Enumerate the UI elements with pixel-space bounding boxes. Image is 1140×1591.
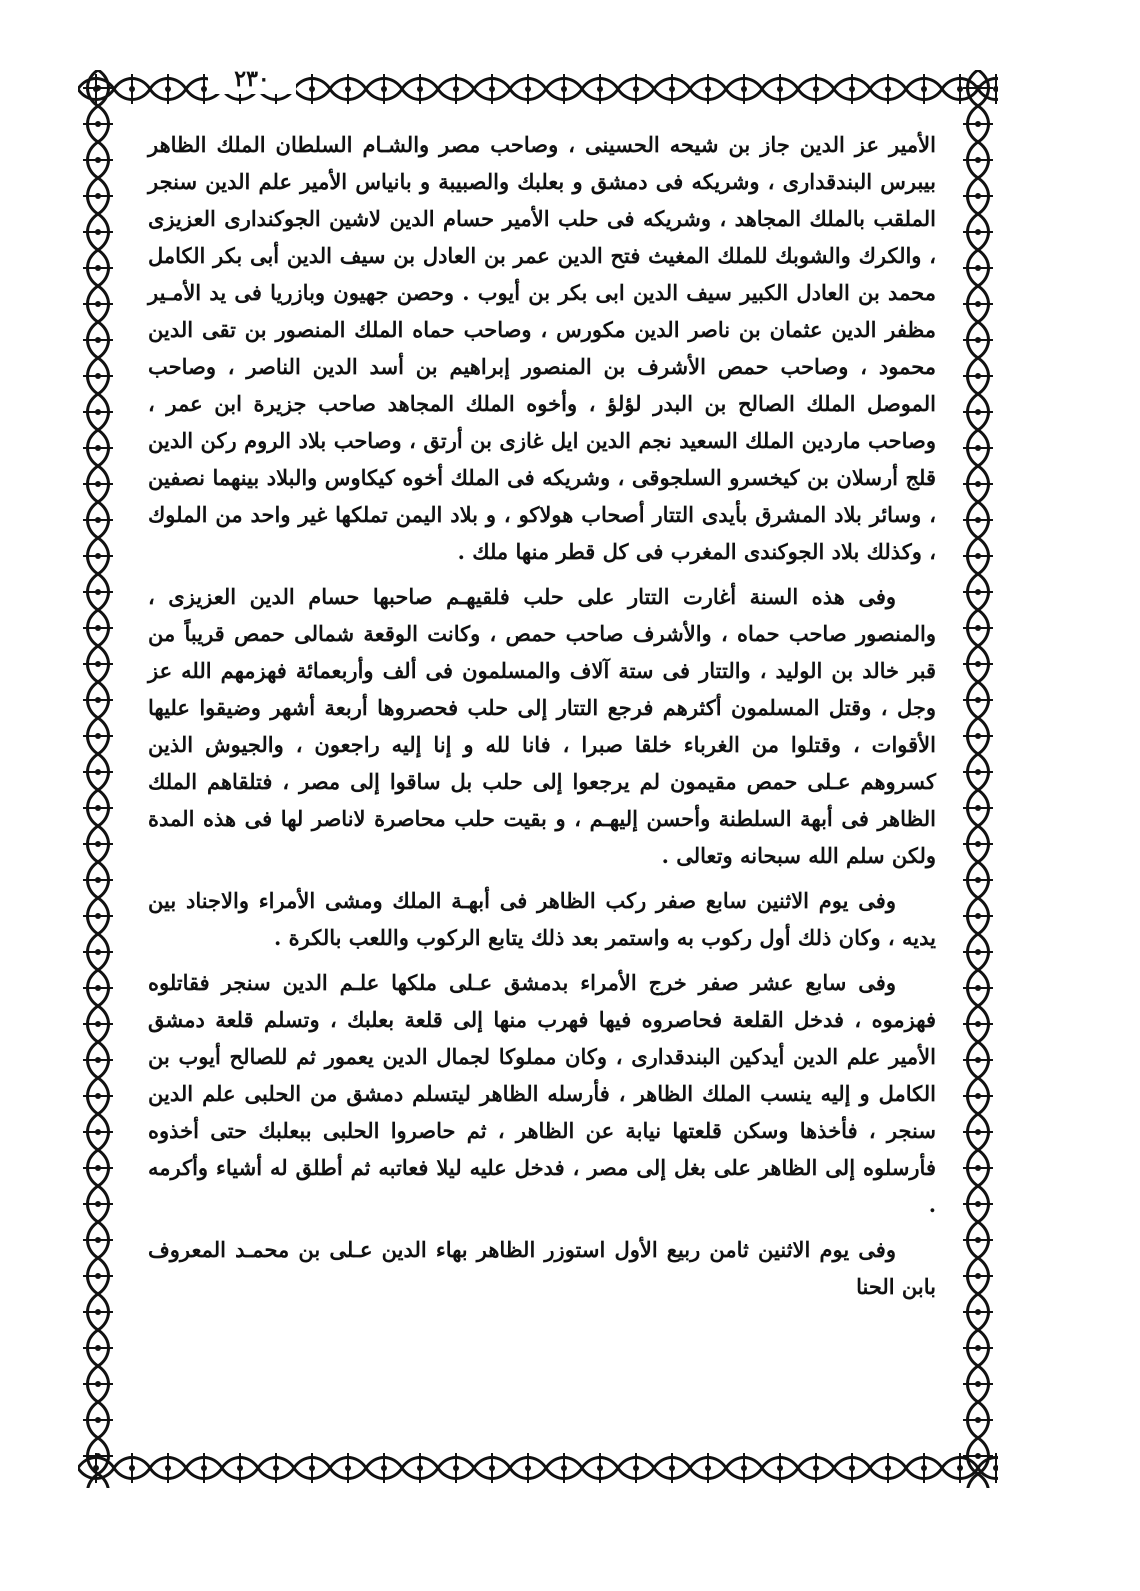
border-right-chain [958, 70, 998, 1488]
text-body [148, 126, 936, 1305]
paragraph: وفى يوم الاثنين سابع صفر ركب الظاهر فى أبهـة الملك ومشى الأمراء والاجناد بين يديه ، وكان ذلك أول ركوب به واستمر بعد ذلك يتابع الركوب واللعب بالكرة . [148, 888, 936, 950]
paragraph: وفى يوم الاثنين ثامن ربيع الأول استوزر الظاهر بهاء الدين عـلى بن محمـد المعروف بابن الحنا [148, 1237, 936, 1299]
border-bottom-chain [78, 1448, 998, 1488]
page-number: ٢٣٠ [208, 64, 296, 94]
paragraph: وفى هذه السنة أغارت التتار على حلب فلقيهـم صاحبها حسام الدين العزيزى ، والمنصور صاحب حماه ، والأشرف صاحب حمص ، وكانت الوقعة شمالى حمص قريباً من قبر خالد بن الوليد ، والتتار فى ستة آلاف والمسلمون فى ألف وأربعمائة فهزمهم الله عز وجل ، وقتل المسلمون أكثرهم فرجع التتار إلى حلب فحصروها أربعة أشهر وضيقوا عليها الأقوات ، وقتلوا من الغرباء خلقا صبرا ، فانا لله و إنا إليه راجعون ، والجيوش الذين كسروهم عـلى حمص مقيمون لم يرجعوا إلى حلب بل ساقوا إلى مصر ، فتلقاهم الملك الظاهر فى أبهة السلطنة وأحسن إليهـم ، و بقيت حلب محاصرة لاناصر لها فى هذه المدة ولكن سلم الله سبحانه وتعالى . [148, 584, 936, 868]
border-left-chain [78, 70, 118, 1488]
paragraph: وفى سابع عشر صفر خرج الأمراء بدمشق عـلى ملكها علـم الدين سنجر فقاتلوه فهزموه ، فدخل القلعة فحاصروه فيها فهرب منها إلى قلعة بعلبك ، وتسلم قلعة دمشق الأمير علم الدين أيدكين البندقدارى ، وكان مملوكا لجمال الدين يعمور ثم للصالح أيوب بن الكامل و إليه ينسب الملك الظاهر ، فأرسله الظاهر ليتسلم دمشق من الحلبى علم الدين سنجر ، فأخذها وسكن قلعتها نيابة عن الظاهر ، ثم حاصروا الحلبى ببعلبك حتى أخذوه فأرسلوه إلى الظاهر على بغل إلى مصر ، فدخل عليه ليلا فعاتبه ثم أطلق له أشياء وأكرمه . [148, 970, 936, 1217]
paragraph: الأمير عز الدين جاز بن شيحه الحسينى ، وصاحب مصر والشـام السلطان الملك الظاهر بيبرس البندقدارى ، وشريكه فى دمشق و بعلبك والصبيبة و بانياس الأمير علم الدين سنجر الملقب بالملك المجاهد ، وشريكه فى حلب الأمير حسام الدين لاشين الجوكندارى العزيزى ، والكرك والشوبك للملك المغيث فتح الدين عمر بن العادل بن سيف الدين أبى بكر الكامل محمد بن العادل الكبير سيف الدين ابى بكر بن أيوب . وحصن جهيون وبازريا فى يد الأمـير مظفر الدين عثمان بن ناصر الدين مكورس ، وصاحب حماه الملك المنصور بن تقى الدين محمود ، وصاحب حمص الأشرف بن المنصور إبراهيم بن أسد الدين الناصر ، وصاحب الموصل الملك الصالح بن البدر لؤلؤ ، وأخوه الملك المجاهد صاحب جزيرة ابن عمر ، وصاحب ماردين الملك السعيد نجم الدين ايل غازى بن أرتق ، وصاحب بلاد الروم ركن الدين قلج أرسلان بن كيخسرو السلجوقى ، وشريكه فى الملك أخوه كيكاوس والبلاد بينهما نصفين ، وسائر بلاد المشرق بأيدى التتار أصحاب هولاكو ، و بلاد اليمن تملكها غير واحد من الملوك ، وكذلك بلاد الجوكندى المغرب فى كل قطر منها ملك . [148, 132, 936, 564]
